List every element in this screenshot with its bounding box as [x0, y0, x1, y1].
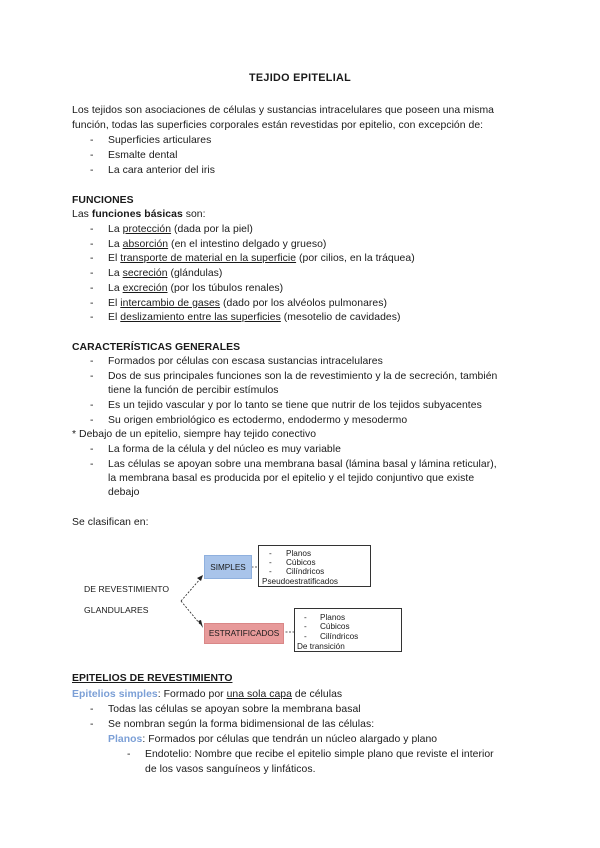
list-item: Es un tejido vascular y por lo tanto se tiene que nutrir de los tejidos subyacentes [108, 400, 482, 411]
endotelio-line-1: Endotelio: Nombre que recibe el epitelio simple plano que reviste el interior [145, 749, 494, 760]
bullet-dash: - [90, 704, 94, 715]
note-text: * Debajo de un epitelio, siempre hay tejido conectivo [72, 429, 317, 440]
page-title: TEJIDO EPITELIAL [249, 72, 351, 84]
funcion-term: secreción [122, 268, 168, 280]
funcion-term: deslizamiento entre las superficies [120, 312, 281, 324]
lead-bold-text: funciones básicas [91, 209, 183, 220]
bullet-dash: - [90, 282, 94, 294]
bullet-dash: - [269, 549, 272, 558]
bullet-dash: - [269, 558, 272, 567]
funcion-term: transporte de material en la superficie [120, 253, 297, 265]
arrow-head-simples [197, 575, 203, 581]
bullet-dash: - [90, 150, 94, 161]
estratificados-box [204, 623, 284, 644]
arrow-to-simples [181, 578, 201, 601]
funcion-text: (en el intestino delgado y grueso) [168, 238, 327, 250]
bullet-dash: - [90, 135, 94, 146]
funcion-text: La [108, 268, 123, 280]
diagram-label-revestimiento: DE REVESTIMIENTO [84, 584, 170, 594]
intro-line-1: Los tejidos son asociaciones de células y sustancias intracelulares que poseen una misma [72, 105, 494, 116]
planos-term: Planos [108, 734, 143, 745]
simples-definition [72, 688, 342, 701]
bullet-dash: - [304, 632, 307, 641]
funcion-text: (por cilios, en la tráquea) [296, 253, 415, 265]
funcion-term: intercambio de gases [120, 297, 221, 309]
bullet-dash: - [90, 415, 94, 426]
estratificados-list-box [294, 608, 402, 652]
list-item: Todas las células se apoyan sobre la membrana basal [108, 704, 361, 715]
bullet-dash: - [90, 444, 94, 455]
bullet-dash: - [304, 622, 307, 631]
bullet-dash: - [90, 253, 94, 265]
list-item: Superficies articulares [108, 135, 212, 146]
list-item-continuation: la membrana basal es producida por el epitelio y el tejido conjuntivo que existe [108, 473, 475, 484]
simples-item: Cilíndricos [286, 567, 325, 576]
bullet-dash: - [90, 400, 94, 411]
funcion-text: (por los túbulos renales) [167, 282, 284, 294]
endotelio-line-2: de los vasos sanguíneos y linfáticos. [145, 764, 316, 775]
simples-term: Epitelios simples [72, 689, 158, 700]
section-heading-caracteristicas: CARACTERÍSTICAS GENERALES [72, 342, 241, 353]
funcion-term: absorción [122, 238, 169, 250]
funcion-text: La [108, 282, 123, 294]
list-item: La cara anterior del iris [108, 165, 215, 176]
simples-item: Planos [286, 549, 312, 558]
bullet-dash: - [90, 238, 94, 250]
lead-text: son: [182, 209, 206, 220]
definition-underlined: una sola capa [226, 689, 292, 700]
list-item: Las células se apoyan sobre una membrana basal (lámina basal y lámina reticular), [108, 459, 497, 470]
definition-text: de células [291, 689, 343, 700]
planos-definition [108, 733, 437, 746]
funcion-text: La [108, 238, 123, 250]
simples-box [204, 555, 252, 579]
definition-text: : Formados por células que tendrán un núcleo alargado y plano [142, 734, 438, 745]
list-item: La forma de la célula y del núcleo es muy variable [108, 444, 341, 455]
list-item: Formados por células con escasa sustancias intracelulares [108, 356, 383, 367]
funcion-term: excreción [122, 282, 168, 294]
funcion-text: (glándulas) [167, 268, 223, 280]
simples-item: Cúbicos [286, 558, 316, 567]
simples-label: SIMPLES [210, 563, 246, 572]
intro-line-2: función, todas las superficies corporales están revestidas por epitelio, con excepción de: [72, 120, 484, 131]
funcion-text: El [108, 312, 121, 324]
list-item: Dos de sus principales funciones son la de revestimiento y la de secreción, también [108, 371, 498, 382]
bullet-dash: - [269, 567, 272, 576]
definition-text: : Formado por [157, 689, 227, 700]
bullet-dash: - [90, 459, 94, 470]
list-item-continuation: tiene la función de percibir estímulos [108, 385, 279, 396]
bullet-dash: - [90, 356, 94, 367]
estratificados-item: Planos [320, 613, 346, 622]
section-heading-revestimiento: EPITELIOS DE REVESTIMIENTO [72, 673, 233, 684]
bullet-dash: - [90, 312, 94, 324]
bullet-dash: - [90, 268, 94, 280]
estratificados-item: Cilíndricos [320, 632, 359, 641]
lead-text: Las [72, 209, 92, 220]
funcion-text: (dado por los alvéolos pulmonares) [220, 297, 387, 309]
simples-item: Pseudoestratificados [262, 577, 339, 586]
arrow-head-estratificados [198, 620, 203, 628]
bullet-dash: - [90, 719, 94, 730]
bullet-dash: - [304, 613, 307, 622]
arrow-to-estratificados [181, 601, 200, 624]
bullet-dash: - [90, 297, 94, 309]
section-heading-funciones: FUNCIONES [72, 195, 134, 206]
list-item: Su origen embriológico es ectodermo, endodermo y mesodermo [108, 415, 408, 426]
simples-list-box [258, 545, 371, 587]
funcion-text: El [108, 297, 121, 309]
diagram-label-glandulares: GLANDULARES [84, 605, 149, 615]
bullet-dash: - [90, 224, 94, 235]
list-item: Esmalte dental [108, 150, 178, 161]
estratificados-item: Cúbicos [320, 622, 350, 631]
funcion-text: La [108, 224, 123, 235]
funcion-text: (dada por la piel) [171, 224, 253, 235]
estratificados-label: ESTRATIFICADOS [208, 629, 280, 638]
estratificados-item: De transición [297, 642, 345, 651]
funcion-text: (mesotelio de cavidades) [280, 312, 401, 324]
bullet-dash: - [90, 165, 94, 176]
funcion-text: El [108, 253, 121, 265]
bullet-dash: - [127, 749, 131, 760]
list-item: Se nombran según la forma bidimensional de las células: [108, 719, 375, 730]
clasifican-text: Se clasifican en: [72, 517, 149, 528]
list-item-continuation: debajo [108, 487, 140, 498]
funcion-term: protección [122, 224, 172, 235]
bullet-dash: - [90, 371, 94, 382]
